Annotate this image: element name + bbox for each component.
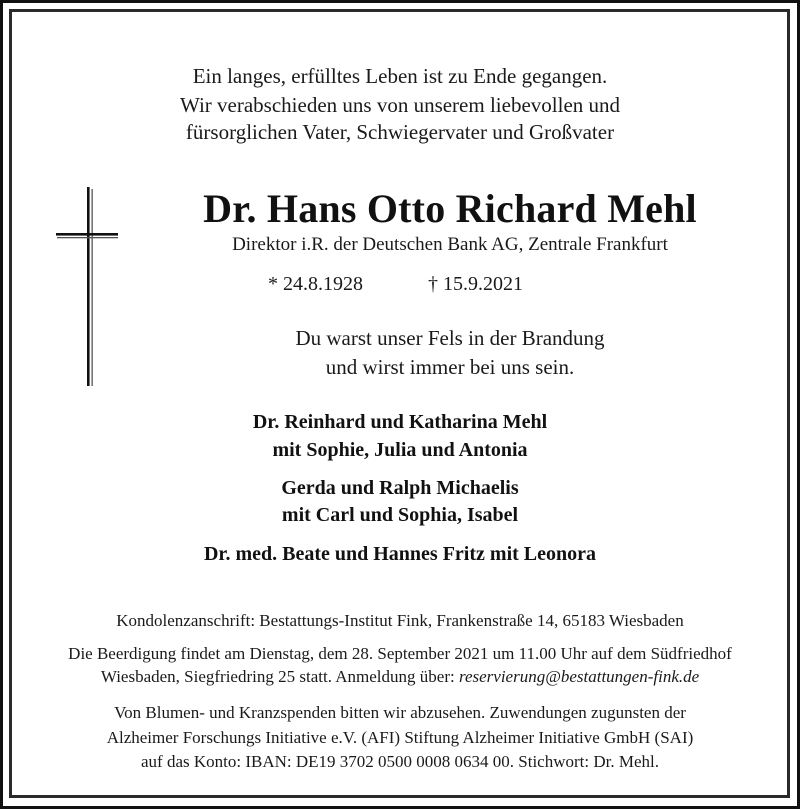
funeral-line-2-text: Wiesbaden, Siegfriedring 25 statt. Anmeldung über: xyxy=(100,667,459,686)
mourner-line-1: Dr. Reinhard und Katharina Mehl xyxy=(252,411,548,433)
donation-line-1: Von Blumen- und Kranzspenden bitten wir abzusehen. Zuwendungen zugunsten der xyxy=(114,703,686,722)
mourner-line-5: Dr. med. Beate und Hannes Fritz mit Leonora xyxy=(203,543,596,565)
mourner-line-4: mit Carl und Sophia, Isabel xyxy=(281,504,519,526)
funeral-line-2 xyxy=(0,668,800,685)
mourner-line-3: Gerda und Ralph Michaelis xyxy=(281,477,519,499)
death-date: † 15.9.2021 xyxy=(428,273,523,295)
mourner-line-2: mit Sophie, Julia und Antonia xyxy=(272,439,528,461)
deceased-name: Dr. Hans Otto Richard Mehl xyxy=(203,186,697,231)
verse-line-2: und wirst immer bei uns sein. xyxy=(325,355,575,379)
intro-line-2: Wir verabschieden uns von unserem liebevollen und xyxy=(179,93,621,117)
condolence-address: Kondolenzanschrift: Bestattungs-Institut Fink, Frankenstraße 14, 65183 Wiesbaden xyxy=(116,611,684,630)
intro-line-3: fürsorglichen Vater, Schwiegervater und Großvater xyxy=(185,120,615,144)
donation-line-3: auf das Konto: IBAN: DE19 3702 0500 0008 0634 00. Stichwort: Dr. Mehl. xyxy=(141,752,659,771)
verse-line-1: Du warst unser Fels in der Brandung xyxy=(295,326,605,350)
birth-date: * 24.8.1928 xyxy=(268,273,363,295)
donation-line-2: Alzheimer Forschungs Initiative e.V. (AFI) Stiftung Alzheimer Initiative GmbH (SAI) xyxy=(106,728,694,747)
reservation-email-link[interactable]: reservierung@bestattungen-fink.de xyxy=(458,667,700,686)
deceased-title: Direktor i.R. der Deutschen Bank AG, Zentrale Frankfurt xyxy=(232,234,668,255)
intro-line-1: Ein langes, erfülltes Leben ist zu Ende gegangen. xyxy=(192,64,608,88)
funeral-line-1: Die Beerdigung findet am Dienstag, dem 28. September 2021 um 11.00 Uhr auf dem Südfriedhof xyxy=(68,644,732,663)
